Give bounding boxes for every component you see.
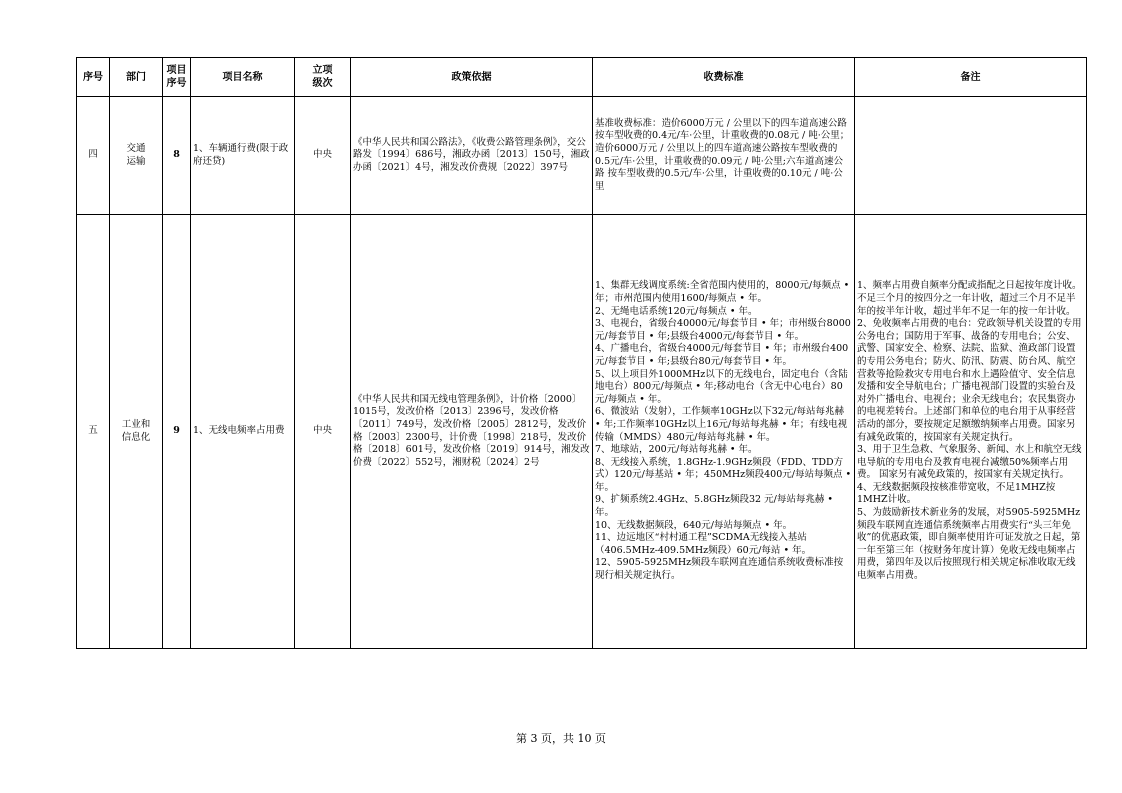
header-seq: 序号: [77, 58, 110, 97]
row-seq: 四: [77, 97, 110, 215]
table-header-row: [77, 58, 1087, 97]
header-dept: 部门: [110, 58, 163, 97]
header-level: 立项 级次: [295, 58, 351, 97]
fee-table: [76, 57, 1087, 649]
header-remark: 备注: [855, 58, 1087, 97]
header-policy: 政策依据: [351, 58, 593, 97]
row-level: 中央: [295, 215, 351, 649]
row-level: 中央: [295, 97, 351, 215]
row-item-name: 1、无线电频率占用费: [191, 215, 295, 649]
row-item-seq: 8: [163, 97, 191, 215]
header-standard: 收费标准: [593, 58, 855, 97]
row-item-name: 1、车辆通行费(限于政府还贷): [191, 97, 295, 215]
header-item-seq: 项目 序号: [163, 58, 191, 97]
row-standard: 1、集群无线调度系统:全省范围内使用的，8000元/每频点 • 年；市州范围内使用1600/每频点 • 年。 2、无绳电话系统120元/每频点 • 年。 3、电视台，省级台40000元/每套节目 • 年；市州级台8000元/每套节目 • 年;县级台4000元/每套节目 • 年。 4、广播电台，省级台4000元/每套节目 • 年；市州级台400元/每套节目 • 年;县级台80元/每套节目 • 年。 5、以上项目外1000MHz以下的无线电台，固定电台（含陆地电台）800元/每频点 • 年;移动电台（含无中心电台）80元/每频点 • 年。 6、微波站（发射），工作频率10GHz以下32元/每站每兆赫 • 年;工作频率10GHz以上16元/每站每兆赫 • 年；有线电视传输（MMDS）480元/每站每兆赫 • 年。 7、地球站，200元/每站每兆赫 • 年。 8、无线接入系统，1.8GHz-1.9GHz频段（FDD、TDD方式）120元/每基站 • 年；450MHz频段400元/每站每频点 • 年。 9、扩频系统2.4GHz、5.8GHz频段32 元/每站每兆赫 • 年。 10、无线数据频段，640元/每站每频点 • 年。 11、边远地区“村村通工程”SCDMA无线接入基站（406.5MHz-409.5MHz频段）60元/每站 • 年。 12、5905-5925MHz频段车联网直连通信系统收费标准按现行相关规定执行。: [593, 215, 855, 649]
table-row: [77, 215, 1087, 649]
row-item-seq: 9: [163, 215, 191, 649]
row-dept: 工业和 信息化: [110, 215, 163, 649]
row-standard: 基准收费标准：造价6000万元 / 公里以下的四车道高速公路按车型收费的0.4元/车·公里，计重收费的0.08元 / 吨·公里；造价6000万元 / 公里以上的四车道高速公路按车型收费的0.5元/车·公里，计重收费的0.09元 / 吨·公里;六车道高速公路 按车型收费的0.5元/车·公里，计重收费的0.10元 / 吨·公里: [593, 97, 855, 215]
row-seq: 五: [77, 215, 110, 649]
row-remark: 1、频率占用费自频率分配或指配之日起按年度计收。不足三个月的按四分之一年计收，超过三个月不足半年的按半年计收，超过半年不足一年的按一年计收。 2、免收频率占用费的电台：党政领导机关设置的专用公务电台；国防用于军事、战备的专用电台；公安、武警、国家安全、检察、法院、监狱、渔政部门设置的专用公务电台；防火、防汛、防震、防台风、航空营救等抢险救灾专用电台和水上遇险值守、安全信息发播和安全导航电台；广播电视部门设置的实验台及对外广播电台、电视台；业余无线电台；农民集资办的电视差转台。上述部门和单位的电台用于从事经营活动的部分，要按规定足额缴纳频率占用费。国家另有减免政策的，按国家有关规定执行。 3、用于卫生急救、气象服务、新闻、水上和航空无线电导航的专用电台及教育电视台减缴50%频率占用费。 国家另有减免政策的，按国家有关规定执行。 4、无线数据频段按核准带宽收，不足1MHZ按1MHZ计收。 5、为鼓励新技术新业务的发展，对5905-5925MHz频段车联网直连通信系统频率占用费实行“头三年免收”的优惠政策，即自频率使用许可证发放之日起，第一年至第三年（按财务年度计算）免收无线电频率占用费，第四年及以后按照现行相关规定标准收取无线电频率占用费。: [855, 215, 1087, 649]
header-item-name: 项目名称: [191, 58, 295, 97]
page-footer: 第 3 页，共 10 页: [516, 732, 606, 745]
row-dept: 交通 运输: [110, 97, 163, 215]
table-row: [77, 97, 1087, 215]
row-policy: 《中华人民共和国无线电管理条例》，计价格〔2000〕1015号，发改价格〔2013〕2396号，发改价格〔2011〕749号，发改价格〔2005〕2812号，发改价格〔2003〕2300号，计价费〔1998〕218号，发改价格〔2018〕601号，发改价格〔2019〕914号，湘发改价费〔2022〕552号，湘财税〔2024〕2号: [351, 215, 593, 649]
row-policy: 《中华人民共和国公路法》，《收费公路管理条例》，交公路发〔1994〕686号，湘政办函〔2013〕150号，湘政办函〔2021〕4号，湘发改价费规〔2022〕397号: [351, 97, 593, 215]
row-remark: [855, 97, 1087, 215]
